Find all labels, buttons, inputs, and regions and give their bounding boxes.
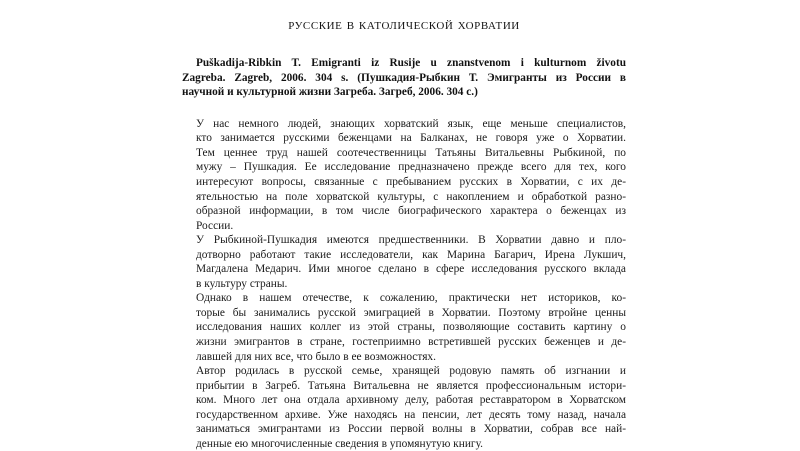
text-line: Puškadija-Ribkin T. Emigranti iz Rusije u znanstvenom i kulturnom životu (196, 57, 626, 69)
body-paragraph (182, 364, 626, 451)
text-line: научной и культурной жизни Загреба. Загреб, 2006. 304 с.) (182, 86, 478, 99)
text-line: мужу – Пушкадия. Ее исследование предназначено прежде всего для тех, кого (196, 161, 626, 174)
text-line: лавшей для них все, что было в ее возможностях. (196, 350, 436, 363)
text-line: ятельностью на поле хорватской культуры, с накоплением и обработкой разно- (196, 190, 626, 203)
body-paragraph (182, 291, 626, 364)
text-line: Автор родилась в русской семье, хранящей родовую память об изгнании и (196, 365, 626, 378)
body-paragraph (182, 233, 626, 291)
text-line: ком. Много лет она отдала архивному делу, работая реставратором в Хорватском (196, 394, 626, 407)
text-line: исследования наших коллег из этой страны, позволяющие составить картину о (196, 321, 626, 334)
text-line: в культуру страны. (196, 277, 288, 290)
text-line: кто занимается русскими беженцами на Балканах, не говоря уже о Хорватии. (196, 132, 626, 145)
text-line: образной информации, в том числе биографического характера о беженцах из (196, 205, 626, 218)
text-line: денные ею многочисленные сведения в упомянутую книгу. (196, 437, 483, 450)
text-line: России. (196, 219, 234, 232)
text-line: интересуют вопросы, связанные с пребыванием русских в Хорватии, с их де- (196, 175, 626, 188)
text-line: торые бы занимались русской эмиграцией в Хорватии. Поэтому втройне ценны (196, 306, 626, 319)
text-line: Zagreba. Zagreb, 2006. 304 s. (Пушкадия-Рыбкин Т. Эмигранты из России в (182, 71, 626, 84)
page-title: русские в католической хорватии (288, 16, 520, 33)
text-line: заниматься эмигрантами из России первой волны в Хорватии, собрав все най- (196, 423, 626, 436)
body-paragraph (182, 100, 626, 233)
text-line: Тем ценнее труд нашей соотечественницы Татьяны Витальевны Рыбкиной, по (196, 146, 626, 159)
text-line: жизни эмигрантов в стране, гостеприимно встретившей русских беженцев и де- (196, 335, 626, 348)
text-line: У Рыбкиной-Пушкадия имеются предшественники. В Хорватии давно и пло- (196, 234, 626, 247)
text-line: прибытии в Загреб. Татьяна Витальевна не является профессиональным истори- (196, 379, 626, 392)
text-line: дотворно работают такие исследователи, как Марина Багарич, Ирена Лукшич, (196, 248, 626, 261)
text-line: Магдалена Медарич. Ими многое сделано в сфере исследования русского вклада (196, 263, 626, 276)
bibliographic-citation (182, 34, 626, 100)
text-column (182, 0, 626, 451)
text-line: У нас немного людей, знающих хорватский язык, еще меньше специалистов, (196, 117, 626, 130)
text-line: Однако в нашем отечестве, к сожалению, практически нет историков, ко- (196, 292, 626, 305)
text-line: государственном архиве. Уже находясь на пенсии, лет десять тому назад, начала (196, 408, 626, 421)
